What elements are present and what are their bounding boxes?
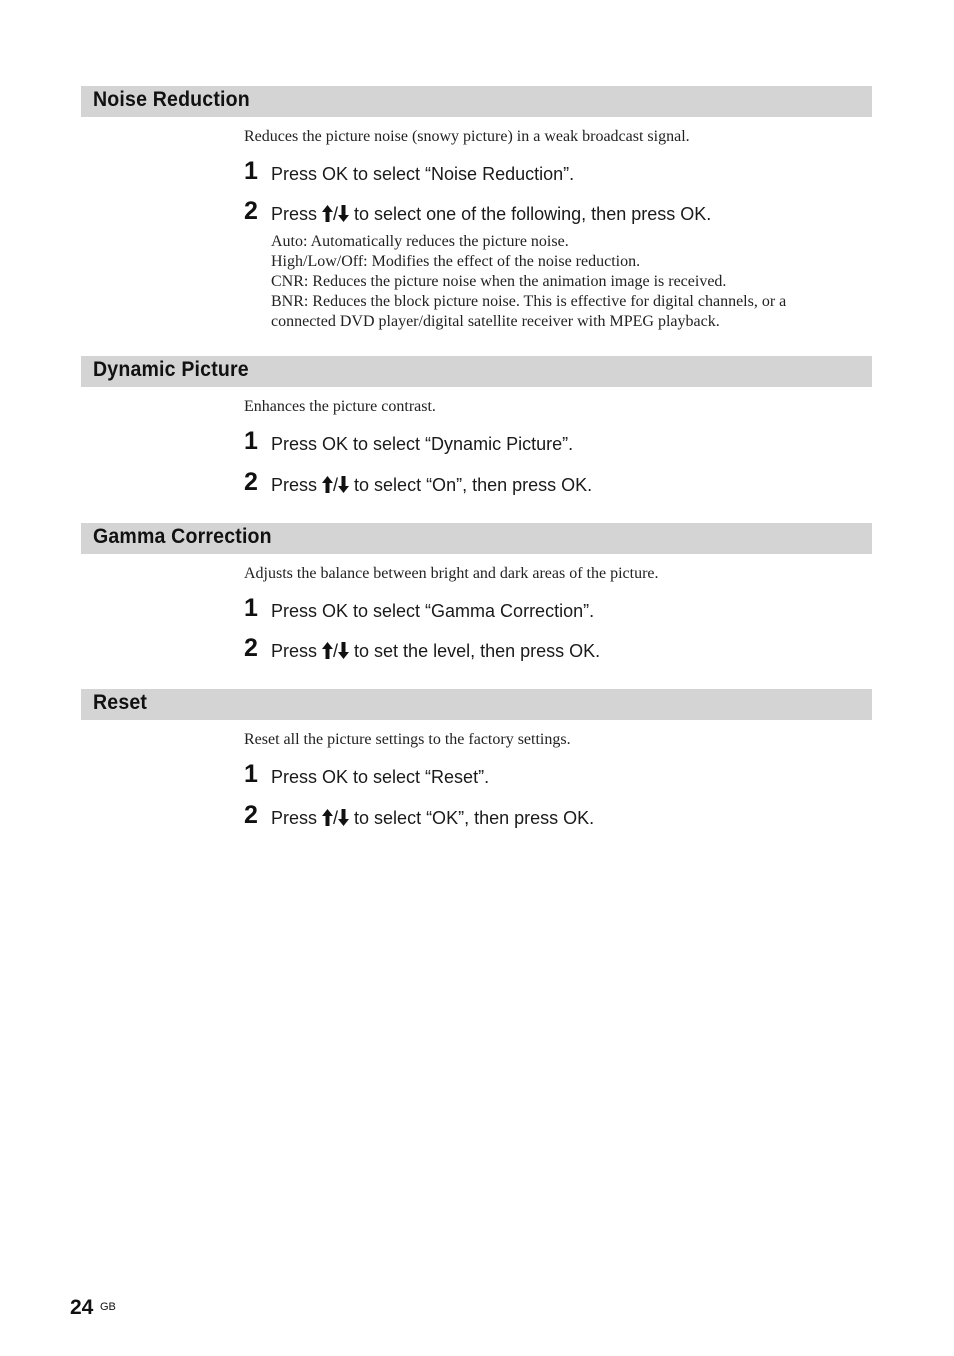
step-text (271, 475, 592, 498)
step-number: 2 (244, 468, 258, 496)
step-text-separator: / (333, 641, 339, 661)
step-text: Press OK to select “Noise Reduction”. (271, 164, 575, 184)
step-text-separator: / (333, 475, 339, 495)
step-number: 1 (244, 157, 258, 185)
section-title: Noise Reduction (93, 88, 250, 111)
step-text-pre: Press (271, 475, 323, 495)
step-text-post: to select one of the following, then press OK. (349, 204, 712, 224)
step-text-post: to set the level, then press OK. (349, 641, 601, 661)
page-number: 24 (70, 1296, 94, 1319)
up-arrow-icon (322, 205, 333, 227)
section-intro: Enhances the picture contrast. (244, 398, 436, 415)
up-arrow-icon (322, 642, 333, 664)
section-intro: Reduces the picture noise (snowy picture) in a weak broadcast signal. (244, 128, 690, 145)
step-number: 1 (244, 760, 258, 788)
up-arrow-icon (322, 476, 333, 498)
step-text-post: to select “On”, then press OK. (349, 475, 593, 495)
step-text: Press OK to select “Gamma Correction”. (271, 601, 595, 621)
step-text-separator: / (333, 808, 339, 828)
down-arrow-icon (338, 642, 349, 664)
section-header-noise-reduction (81, 86, 872, 117)
down-arrow-icon (338, 476, 349, 498)
step-text (271, 641, 600, 664)
down-arrow-icon (338, 205, 349, 227)
step-text: Press OK to select “Reset”. (271, 767, 490, 787)
option-line: CNR: Reduces the picture noise when the animation image is received. (271, 273, 727, 290)
step-number: 1 (244, 427, 258, 455)
section-intro: Reset all the picture settings to the factory settings. (244, 731, 571, 748)
up-arrow-icon (322, 809, 333, 831)
step-text: Press OK to select “Dynamic Picture”. (271, 434, 574, 454)
option-line: High/Low/Off: Modifies the effect of the noise reduction. (271, 253, 641, 270)
step-text-post: to select “OK”, then press OK. (349, 808, 595, 828)
step-number: 2 (244, 197, 258, 225)
step-text-pre: Press (271, 641, 323, 661)
page-region-code: GB (100, 1301, 116, 1313)
section-title: Gamma Correction (93, 525, 272, 548)
section-header-gamma-correction (81, 523, 872, 554)
step-text (271, 204, 711, 227)
step-number: 2 (244, 801, 258, 829)
option-line: BNR: Reduces the block picture noise. This is effective for digital channels, or a (271, 293, 787, 310)
option-line: Auto: Automatically reduces the picture noise. (271, 233, 569, 250)
step-text-pre: Press (271, 808, 323, 828)
step-number: 1 (244, 594, 258, 622)
step-text (271, 808, 594, 831)
section-title: Reset (93, 691, 148, 714)
section-intro: Adjusts the balance between bright and dark areas of the picture. (244, 565, 659, 582)
step-number: 2 (244, 634, 258, 662)
down-arrow-icon (338, 809, 349, 831)
section-header-dynamic-picture (81, 356, 872, 387)
step-text-separator: / (333, 204, 339, 224)
step-text-pre: Press (271, 204, 323, 224)
section-title: Dynamic Picture (93, 358, 249, 381)
section-header-reset (81, 689, 872, 720)
option-line: connected DVD player/digital satellite receiver with MPEG playback. (271, 313, 720, 330)
